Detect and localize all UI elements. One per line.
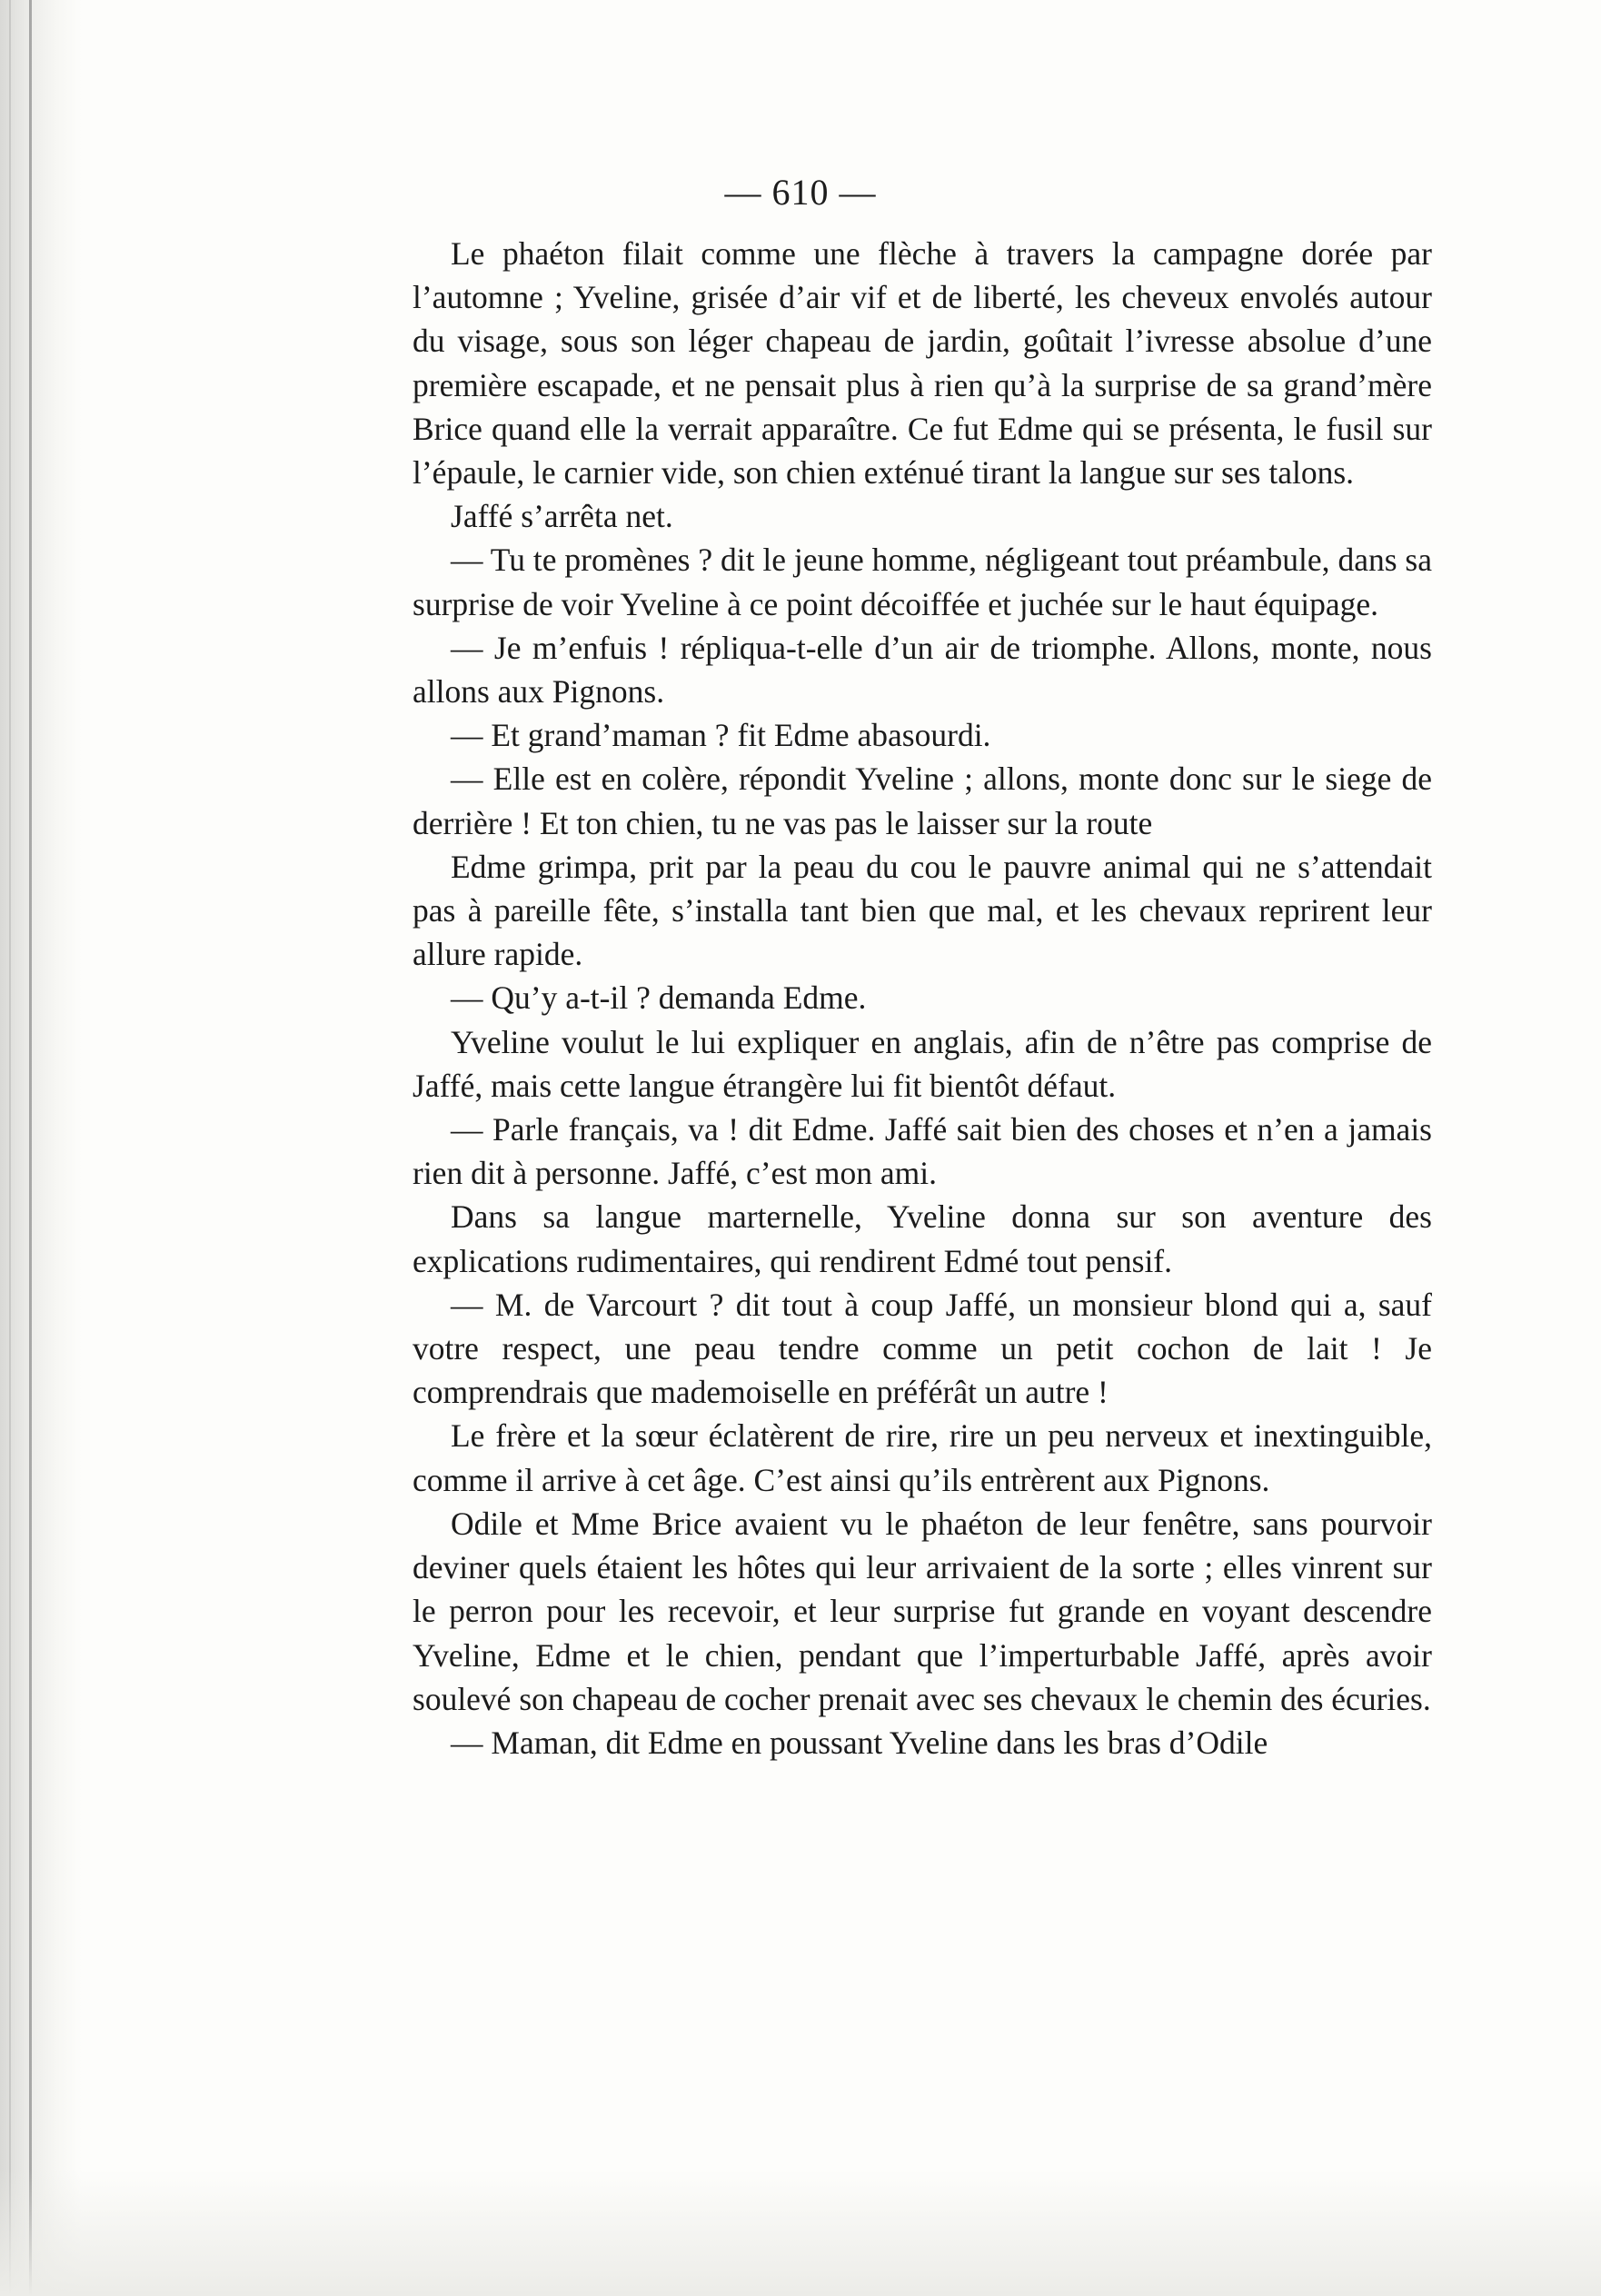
paragraph: Dans sa langue marternelle, Yveline donna sur son aventure des explications rudimentaires, qui rendirent Edmé tout pensif. <box>413 1198 1432 1279</box>
binding-edge-line <box>29 0 32 2296</box>
paragraph: Jaffé s’arrêta net. <box>451 498 673 535</box>
paragraph: — M. de Varcourt ? dit tout à coup Jaffé, un monsieur blond qui a, sauf votre respect, une peau tendre comme un petit cochon de lait ! Je comprendrais que mademoiselle en préférât un autre ! <box>413 1286 1432 1411</box>
paragraph: — Je m’enfuis ! répliqua-t-elle d’un air de triomphe. Allons, monte, nous allons aux Pignons. <box>413 629 1432 711</box>
paragraph: — Et grand’maman ? fit Edme abasourdi. <box>451 717 991 754</box>
paragraph: Edme grimpa, prit par la peau du cou le pauvre animal qui ne s’attendait pas à pareille fête, s’installa tant bien que mal, et les chevaux reprirent leur allure rapide. <box>413 848 1432 973</box>
paragraph: Le phaéton filait comme une flèche à travers la campagne dorée par l’automne ; Yveline, grisée d’air vif et de liberté, les cheveux envolés autour du visage, sous son léger chapeau de jardin, goûtait l’ivresse absolue d’une première escapade, et ne pensait plus à rien qu’à la surprise de sa grand’mère Brice quand elle la verrait apparaître. Ce fut Edme qui se présenta, le fusil sur l’épaule, le carnier vide, son chien exténué tirant la langue sur ses talons. <box>413 235 1432 492</box>
paragraph: — Maman, dit Edme en poussant Yveline dans les bras d’Odile <box>451 1724 1268 1761</box>
paragraph: Odile et Mme Brice avaient vu le phaéton de leur fenêtre, sans pourvoir deviner quels étaient les hôtes qui leur arrivaient de la sorte ; elles vinrent sur le perron pour les recevoir, et leur surprise fut grande en voyant descendre Yveline, Edme et le chien, pendant que l’imperturbable Jaffé, après avoir soulevé son chapeau de cocher prenait avec ses chevaux le chemin des écuries. <box>413 1505 1432 1717</box>
body-text <box>413 232 1432 1764</box>
paragraph: — Qu’y a-t-il ? demanda Edme. <box>451 979 867 1017</box>
page-bottom-shadow <box>0 2169 1601 2296</box>
paragraph: Yveline voulut le lui expliquer en anglais, afin de n’être pas comprise de Jaffé, mais cette langue étrangère lui fit bientôt défaut. <box>413 1023 1432 1104</box>
page-gutter-shadow <box>0 0 82 2296</box>
paragraph: Le frère et la sœur éclatèrent de rire, rire un peu nerveux et inextinguible, comme il arrive à cet âge. C’est ainsi qu’ils entrèrent aux Pignons. <box>413 1417 1432 1498</box>
binding-edge-line <box>9 0 11 2296</box>
page-number: — 610 — <box>724 172 877 213</box>
paragraph: — Tu te promènes ? dit le jeune homme, négligeant tout préambule, dans sa surprise de voir Yveline à ce point décoiffée et juchée sur le haut équipage. <box>413 542 1432 622</box>
paragraph: — Parle français, va ! dit Edme. Jaffé sait bien des choses et n’en a jamais rien dit à personne. Jaffé, c’est mon ami. <box>413 1111 1432 1192</box>
paragraph: — Elle est en colère, répondit Yveline ; allons, monte donc sur le siege de derrière ! Et ton chien, tu ne vas pas le laisser sur la route <box>413 760 1432 841</box>
